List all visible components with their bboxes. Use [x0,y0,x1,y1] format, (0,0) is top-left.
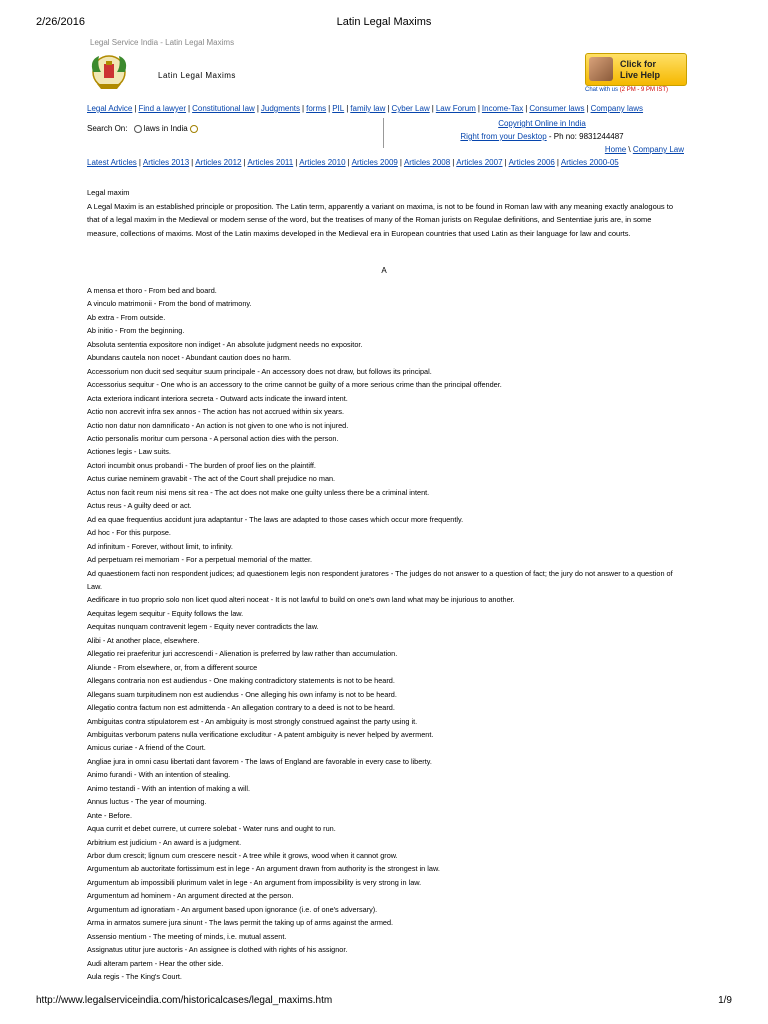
list-item: Ad hoc - For this purpose. [87,528,171,538]
search-icon[interactable] [190,125,198,133]
print-title: Latin Legal Maxims [336,16,432,28]
list-item: Actio non datur non damnificato - An action is not given to one who is not injured. [87,420,349,430]
breadcrumb-company-law[interactable]: Company Law [632,145,684,154]
articles-2000-05[interactable]: Articles 2000-05 [560,158,619,167]
chat-hours [585,87,668,93]
articles-2008[interactable]: Articles 2008 [403,158,451,167]
list-item: Allegatio rei praeferitur juri accrescendi - Alienation is preferred by law rather than accumulation. [87,649,398,659]
list-item: Ab initio - From the beginning. [87,326,185,336]
list-item: Argumentum ad hominem - An argument directed at the person. [87,891,294,901]
intro-text: A Legal Maxim is an established principle or proposition. The Latin term, apparently a variant on maxima, is not to be found in Roman law with any meaning exactly analogous to that of a legal maxim in the Medieval or modern sense of the word, but the treatises of many of the Roman jurists on Regulae definitions, and Sententiae juris are, in some measure, collections of maxims. Most of the Latin maxims developed in the Medieval era in European countries that used Latin as their language for law and courts. [87,201,674,238]
list-item: A vinculo matrimonii - From the bond of matrimony. [87,299,252,309]
list-item: Annus luctus - The year of mourning. [87,797,207,807]
list-item: Audi alteram partem - Hear the other side. [87,958,224,968]
list-item: Abundans cautela non nocet - Abundant caution does no harm. [87,353,292,363]
search-option-radio[interactable] [134,125,142,133]
nav-pil[interactable]: PIL [332,104,345,113]
list-item: Allegans suam turpitudinem non est audiendus - One alleging his own infamy is not to be heard. [87,689,397,699]
breadcrumb [605,145,684,154]
list-item: Ad ea quae frequentius accidunt jura adaptantur - The laws are adapted to those cases which occur more frequently. [87,514,464,524]
print-page-number: 1/9 [718,995,732,1006]
list-item: Ad quaestionem facti non respondent judices; ad quaestionem legis non respondent juratores - The judges do not answer to a question of fact; the jury do not answer to a question of Law. [87,568,673,591]
list-item: Accessorium non ducit sed sequitur suum principale - An accessory does not draw, but follows its principal. [87,366,432,376]
list-item: Aequitas legem sequitur - Equity follows the law. [87,608,244,618]
list-item: Actiones legis - Law suits. [87,447,171,457]
site-logo-icon [87,52,131,92]
breadcrumb-separator: \ [626,145,633,154]
list-item: Aliunde - From elsewhere, or, from a different source [87,662,258,672]
list-item: Aqua currit et debet currere, ut currere solebat - Water runs and ought to run. [87,824,336,834]
list-item: Actori incumbit onus probandi - The burden of proof lies on the plaintiff. [87,460,316,470]
print-date: 2/26/2016 [36,16,85,28]
nav-judgments[interactable]: Judgments [260,104,301,113]
nav-family-law[interactable]: family law [350,104,386,113]
list-item: Accessorius sequitur - One who is an accessory to the crime cannot be guilty of a more serious crime than the principal offender. [87,380,502,390]
site-name: Latin Legal Maxims [158,71,236,80]
maxims-list [87,284,687,984]
articles-nav: Latest Articles | Articles 2013 | Articles 2012 | Articles 2011 | Articles 2010 | Articles 2009 | Articles 2008 | Articles 2007 | Articles 2006 | Articles 2000-05 [87,158,619,167]
list-item: Actus reus - A guilty deed or act. [87,501,192,511]
support-agent-icon [589,57,613,81]
section-letter: A [381,266,387,275]
live-help-line1: Click for [620,59,657,69]
articles-2007[interactable]: Articles 2007 [456,158,503,167]
articles-2012[interactable]: Articles 2012 [195,158,242,167]
desktop-link[interactable]: Right from your Desktop [460,132,547,141]
list-item: Angliae jura in omni casu libertati dant favorem - The laws of England are favorable in every case to liberty. [87,756,432,766]
intro-section [87,186,684,240]
list-item: Animo furandi - With an intention of stealing. [87,770,231,780]
list-item: Absoluta sententia expositore non indiget - An absolute judgment needs no expositor. [87,339,363,349]
list-item: Argumentum ab impossibili plurimum valet in lege - An argument from impossibility is very strong in law. [87,877,422,887]
breadcrumb-home[interactable]: Home [604,145,627,154]
list-item: Allegatio contra factum non est admittenda - An allegation contrary to a deed is not to be heard. [87,703,395,713]
search-option-label: laws in India [143,124,188,133]
nav-consumer-laws[interactable]: Consumer laws [529,104,585,113]
nav-constitutional-law[interactable]: Constitutional law [192,104,255,113]
list-item: Ambiguitas contra stipulatorem est - An ambiguity is most strongly construed against the party using it. [87,716,418,726]
print-url: http://www.legalserviceindia.com/historicalcases/legal_maxims.htm [36,995,333,1006]
articles-2011[interactable]: Articles 2011 [247,158,294,167]
list-item: Ad perpetuam rei memoriam - For a perpetual memorial of the matter. [87,555,313,565]
chat-hours-time: (2 PM - 9 PM IST) [619,87,669,93]
list-item: Animo testandi - With an intention of making a will. [87,783,251,793]
list-item: Assensio mentium - The meeting of minds, i.e. mutual assent. [87,931,287,941]
list-item: Argumentum ad ignoratiam - An argument based upon ignorance (i.e. of one's adversary). [87,904,378,914]
copyright-info [400,119,684,128]
articles-2006[interactable]: Articles 2006 [508,158,555,167]
desktop-info [400,132,684,141]
copyright-link[interactable]: Copyright Online in India [498,119,586,128]
nav-legal-advice[interactable]: Legal Advice [87,104,133,113]
site-caption: Legal Service India - Latin Legal Maxims [90,38,235,47]
list-item: Ad infinitum - Forever, without limit, to infinity. [87,541,233,551]
divider [383,118,384,148]
articles-latest[interactable]: Latest Articles [87,158,137,167]
list-item: Acta exteriora indicant interiora secreta - Outward acts indicate the inward intent. [87,393,348,403]
list-item: Alibi - At another place, elsewhere. [87,635,200,645]
live-help-line2: Live Help [620,70,661,80]
nav-company-laws[interactable]: Company laws [590,104,644,113]
nav-cyber-law[interactable]: Cyber Law [391,104,430,113]
list-item: Actus curiae neminem gravabit - The act of the Court shall prejudice no man. [87,474,336,484]
list-item: Arbor dum crescit; lignum cum crescere nescit - A tree while it grows, wood when it cannot grow. [87,851,398,861]
list-item: Allegans contraria non est audiendus - One making contradictory statements is not to be heard. [87,676,395,686]
list-item: Assignatus utitur jure auctoris - An assignee is clothed with rights of his assignor. [87,945,348,955]
articles-2013[interactable]: Articles 2013 [142,158,190,167]
search-area [87,124,198,133]
articles-2009[interactable]: Articles 2009 [351,158,398,167]
live-help-button[interactable] [585,53,687,86]
list-item: Actio personalis moritur cum persona - A personal action dies with the person. [87,433,339,443]
list-item: Arbitrium est judicium - An award is a judgment. [87,837,242,847]
intro-heading: Legal maxim [87,188,130,197]
list-item: Arma in armatos sumere jura sinunt - The laws permit the taking up of arms against the armed. [87,918,394,928]
main-nav: Legal Advice | Find a lawyer | Constitutional law | Judgments | forms | PIL | family law | Cyber Law | Law Forum | Income-Tax | Consumer laws | Company laws [87,104,644,113]
list-item: Actus non facit reum nisi mens sit rea - The act does not make one guilty unless there be a criminal intent. [87,487,430,497]
list-item: Actio non accrevit infra sex annos - The action has not accrued within six years. [87,407,345,417]
list-item: Ambiguitas verborum patens nulla verificatione excluditur - A patent ambiguity is never helped by averment. [87,729,434,739]
articles-2010[interactable]: Articles 2010 [299,158,346,167]
list-item: Aedificare in tuo proprio solo non licet quod alteri noceat - It is not lawful to build on one's own land what may be injurious to another. [87,595,515,605]
list-item: Ab extra - From outside. [87,312,166,322]
nav-forms[interactable]: forms [306,104,327,113]
nav-income-tax[interactable]: Income-Tax [481,104,524,113]
list-item: Amicus curiae - A friend of the Court. [87,743,206,753]
list-item: A mensa et thoro - From bed and board. [87,286,217,295]
nav-find-a-lawyer[interactable]: Find a lawyer [138,104,187,113]
chat-label: Chat with us [585,87,619,93]
nav-law-forum[interactable]: Law Forum [435,104,476,113]
list-item: Aula regis - The King's Court. [87,972,182,982]
search-label: Search On: [87,124,128,133]
list-item: Ante - Before. [87,810,133,820]
list-item: Aequitas nunquam contravenit legem - Equity never contradicts the law. [87,622,319,632]
list-item: Argumentum ab auctoritate fortissimum est in lege - An argument drawn from authority is the strongest in law. [87,864,440,874]
phone-number: - Ph no: 9831244487 [546,132,624,141]
